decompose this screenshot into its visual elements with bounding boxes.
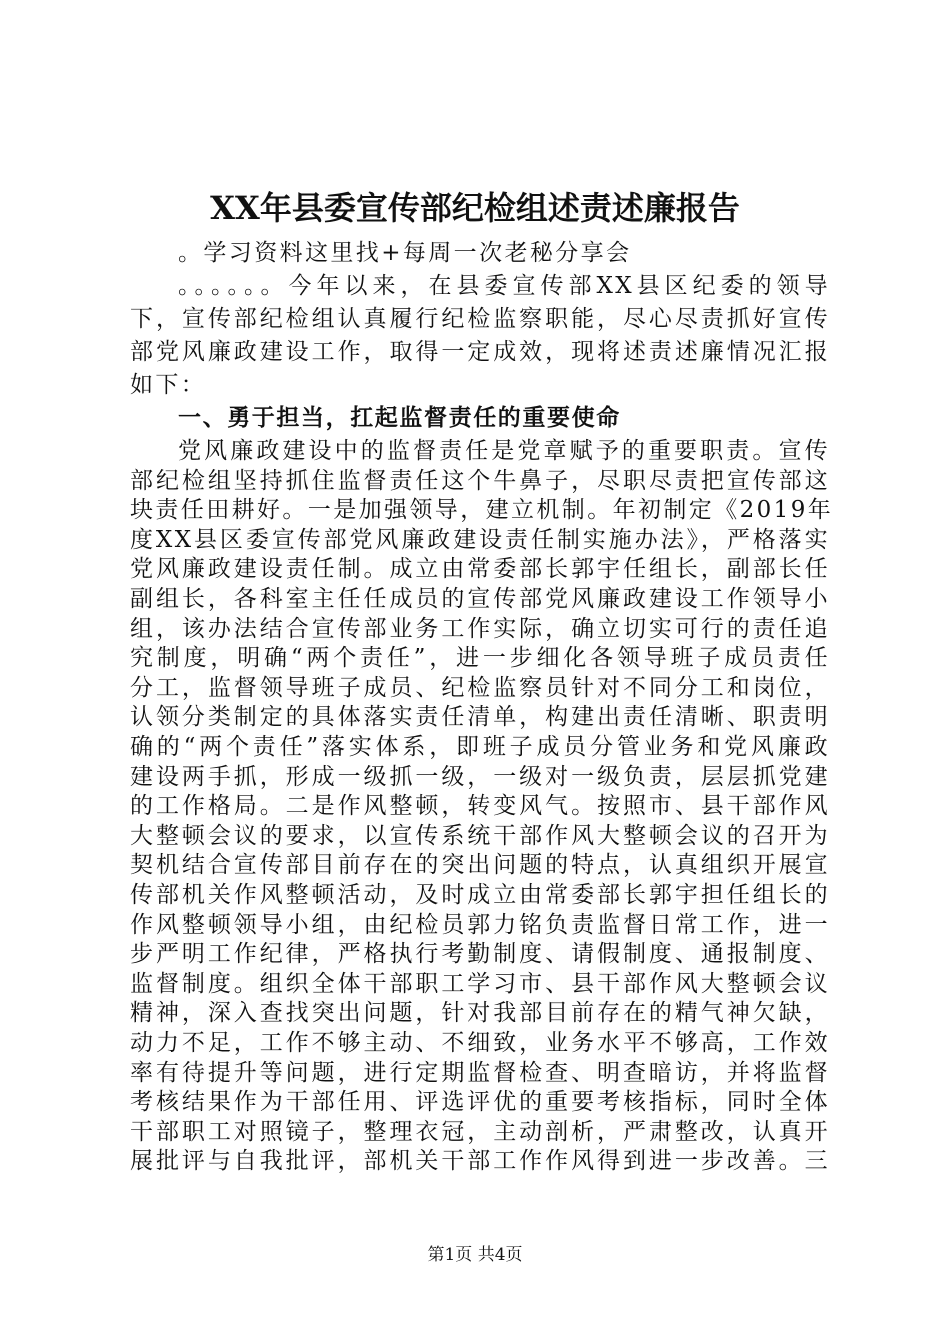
body-line: 建设两手抓，形成一级抓一级，一级对一级负责，层层抓党建 (130, 763, 830, 790)
body-line: 监督制度。组织全体干部职工学习市、县干部作风大整顿会议 (130, 970, 830, 997)
body-line: 副组长，各科室主任任成员的宣传部党风廉政建设工作领导小 (130, 586, 830, 612)
intro-line: 下，宣传部纪检组认真履行纪检监察职能，尽心尽责抓好宣传 (130, 306, 830, 332)
body-line: 作风整顿领导小组，由纪检员郭力铭负责监督日常工作，进一 (130, 911, 830, 938)
body-line: 传部机关作风整顿活动，及时成立由常委部长郭宇担任组长的 (130, 882, 830, 908)
body-line: 组，该办法结合宣传部业务工作实际，确立切实可行的责任追 (130, 615, 830, 642)
body-line: 党风廉政建设中的监督责任是党章赋予的重要职责。宣传 (178, 438, 830, 464)
body-line: 认领分类制定的具体落实责任清单，构建出责任清晰、职责明 (130, 704, 830, 731)
document-title: XX年县委宣传部纪检组述责述廉报告 (210, 189, 740, 227)
body-line: 动力不足，工作不够主动、不细致，业务水平不够高，工作效 (130, 1030, 830, 1056)
body-line: 分工，监督领导班子成员、纪检监察员针对不同分工和岗位， (130, 674, 830, 701)
body-line: 展批评与自我批评，部机关干部工作作风得到进一步改善。三 (130, 1148, 830, 1175)
intro-line: 如下： (130, 372, 207, 398)
body-line: 党风廉政建设责任制。成立由常委部长郭宇任组长，副部长任 (130, 556, 830, 583)
body-line: 步严明工作纪律，严格执行考勤制度、请假制度、通报制度、 (130, 941, 830, 968)
body-line: 确的“两个责任”落实体系，即班子成员分管业务和党风廉政 (130, 734, 830, 760)
body-line: 大整顿会议的要求，以宣传系统干部作风大整顿会议的召开为 (130, 822, 830, 849)
body-line: 的工作格局。二是作风整顿，转变风气。按照市、县干部作风 (130, 793, 830, 820)
body-line: 究制度，明确“两个责任”，进一步细化各领导班子成员责任 (130, 645, 830, 672)
body-line: 考核结果作为干部任用、评选评优的重要考核指标，同时全体 (130, 1089, 830, 1116)
body-line: 度XX县区委宣传部党风廉政建设责任制实施办法》，严格落实 (130, 526, 830, 553)
subtitle-note: 。学习资料这里找+每周一次老秘分享会 (178, 240, 632, 266)
body-line: 部纪检组坚持抓住监督责任这个牛鼻子，尽职尽责把宣传部这 (130, 467, 830, 494)
intro-line: 。。。。。。今年以来，在县委宣传部XX县区纪委的领导 (178, 273, 830, 299)
body-line: 率有待提升等问题，进行定期监督检查、明查暗访，并将监督 (130, 1059, 830, 1086)
body-line: 干部职工对照镜子，整理衣冠，主动剖析，严肃整改，认真开 (130, 1118, 830, 1145)
section-heading: 一、勇于担当，扛起监督责任的重要使命 (178, 405, 621, 431)
intro-line: 部党风廉政建设工作，取得一定成效，现将述责述廉情况汇报 (130, 339, 830, 365)
body-line: 精神，深入查找突出问题，针对我部目前存在的精气神欠缺， (130, 1000, 830, 1027)
page-footer: 第1页 共4页 (427, 1245, 523, 1265)
body-line: 块责任田耕好。一是加强领导，建立机制。年初制定《2019年 (130, 497, 834, 524)
body-line: 契机结合宣传部目前存在的突出问题的特点，认真组织开展宣 (130, 852, 830, 879)
